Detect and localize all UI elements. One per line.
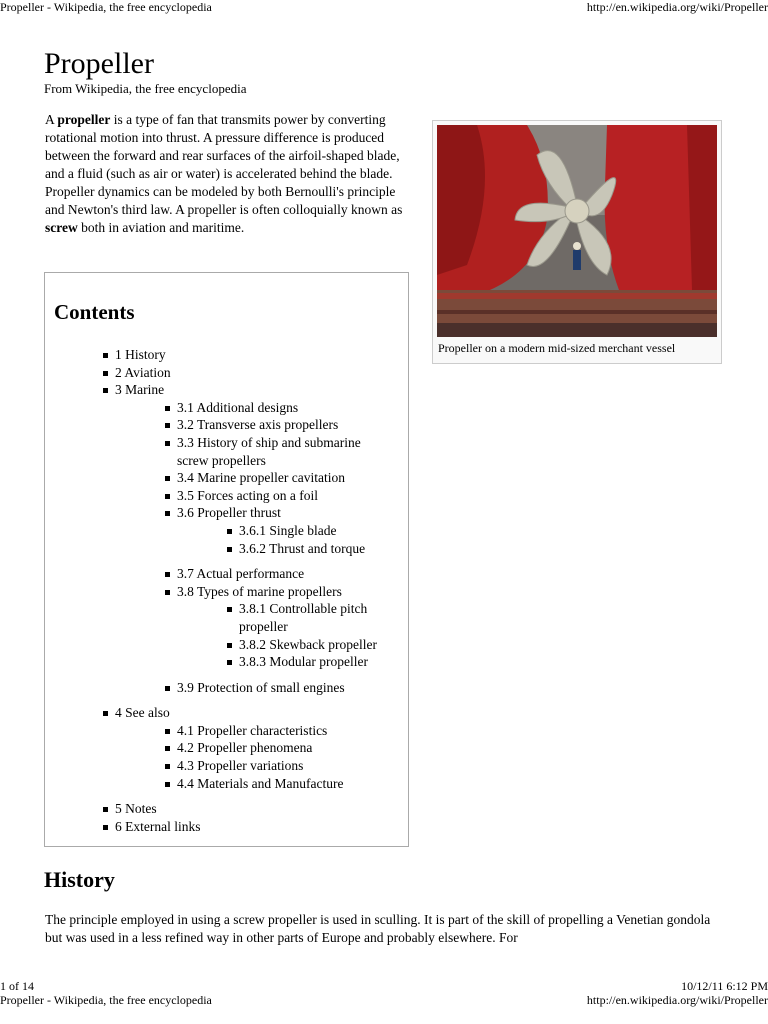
image-caption: Propeller on a modern mid-sized merchant vessel	[438, 341, 676, 355]
propeller-photo[interactable]	[437, 125, 717, 337]
intro-bold-propeller: propeller	[57, 112, 111, 127]
intro-text-2: is a type of fan that transmits power by converting rotational motion into thrust. A pressure difference is produced between the forward and rear surfaces of the airfoil-shaped blade, and a fluid (such as air or water) is accelerated behind the blade. Propeller dynamics can be modeled by both Bernoulli's principle and Newton's third law. A propeller is often colloquially known as	[45, 112, 403, 217]
toc-item[interactable]: 2 Aviation	[115, 364, 395, 382]
intro-text-3: both in aviation and maritime.	[77, 220, 245, 235]
toc-item[interactable]: 3.9 Protection of small engines	[177, 679, 395, 697]
toc-item[interactable]: 4 See also	[115, 704, 395, 722]
image-thumbnail	[432, 120, 722, 364]
toc-item[interactable]: 5 Notes	[115, 800, 395, 818]
toc-item[interactable]: 3.6.2 Thrust and torque	[239, 540, 395, 558]
toc-item[interactable]: 3.8.3 Modular propeller	[239, 653, 395, 671]
toc-item[interactable]: 6 External links	[115, 818, 395, 836]
print-header-url: http://en.wikipedia.org/wiki/Propeller	[586, 0, 768, 14]
toc-item[interactable]: 4.2 Propeller phenomena	[177, 739, 395, 757]
toc-item[interactable]: 3.8.2 Skewback propeller	[239, 636, 395, 654]
toc-item[interactable]: 4.3 Propeller variations	[177, 757, 395, 775]
print-footer-title: Propeller - Wikipedia, the free encyclopedia	[0, 993, 212, 1007]
page-subtitle: From Wikipedia, the free encyclopedia	[44, 81, 247, 96]
toc-item[interactable]: 3.6 Propeller thrust	[177, 504, 395, 522]
print-header-title: Propeller - Wikipedia, the free encyclopedia	[0, 0, 212, 14]
intro-bold-screw: screw	[45, 220, 78, 235]
print-footer-page: 1 of 14	[0, 979, 34, 993]
toc-item[interactable]: 1 History	[115, 346, 395, 364]
section-heading-history: History	[44, 867, 115, 892]
toc-item[interactable]: 3.8 Types of marine propellers	[177, 583, 395, 601]
page-title: Propeller	[44, 47, 154, 80]
print-footer-datetime: 10/12/11 6:12 PM	[681, 979, 768, 993]
intro-paragraph	[45, 111, 405, 237]
toc-item[interactable]: 3.1 Additional designs	[177, 399, 395, 417]
print-footer-url: http://en.wikipedia.org/wiki/Propeller	[586, 993, 768, 1007]
toc-item[interactable]: 4.4 Materials and Manufacture	[177, 775, 395, 793]
toc-item[interactable]: 3 Marine	[115, 381, 395, 399]
toc-item[interactable]: 3.3 History of ship and submarine screw propellers	[177, 434, 387, 469]
toc-item[interactable]: 3.5 Forces acting on a foil	[177, 487, 395, 505]
toc-item[interactable]: 3.7 Actual performance	[177, 565, 395, 583]
toc-item[interactable]: 3.4 Marine propeller cavitation	[177, 469, 395, 487]
toc-item[interactable]: 4.1 Propeller characteristics	[177, 722, 395, 740]
intro-text-1: A	[45, 112, 58, 127]
toc-item[interactable]: 3.2 Transverse axis propellers	[177, 416, 395, 434]
history-paragraph: The principle employed in using a screw propeller is used in sculling. It is part of the skill of propelling a Venetian gondola but was used in a less refined way in other parts of Europe and probably elsewhere. For	[45, 912, 711, 945]
toc-item[interactable]: 3.6.1 Single blade	[239, 522, 395, 540]
toc-title: Contents	[54, 300, 135, 324]
table-of-contents	[44, 272, 409, 847]
toc-item[interactable]: 3.8.1 Controllable pitch propeller	[239, 600, 389, 635]
toc-list	[115, 346, 395, 835]
